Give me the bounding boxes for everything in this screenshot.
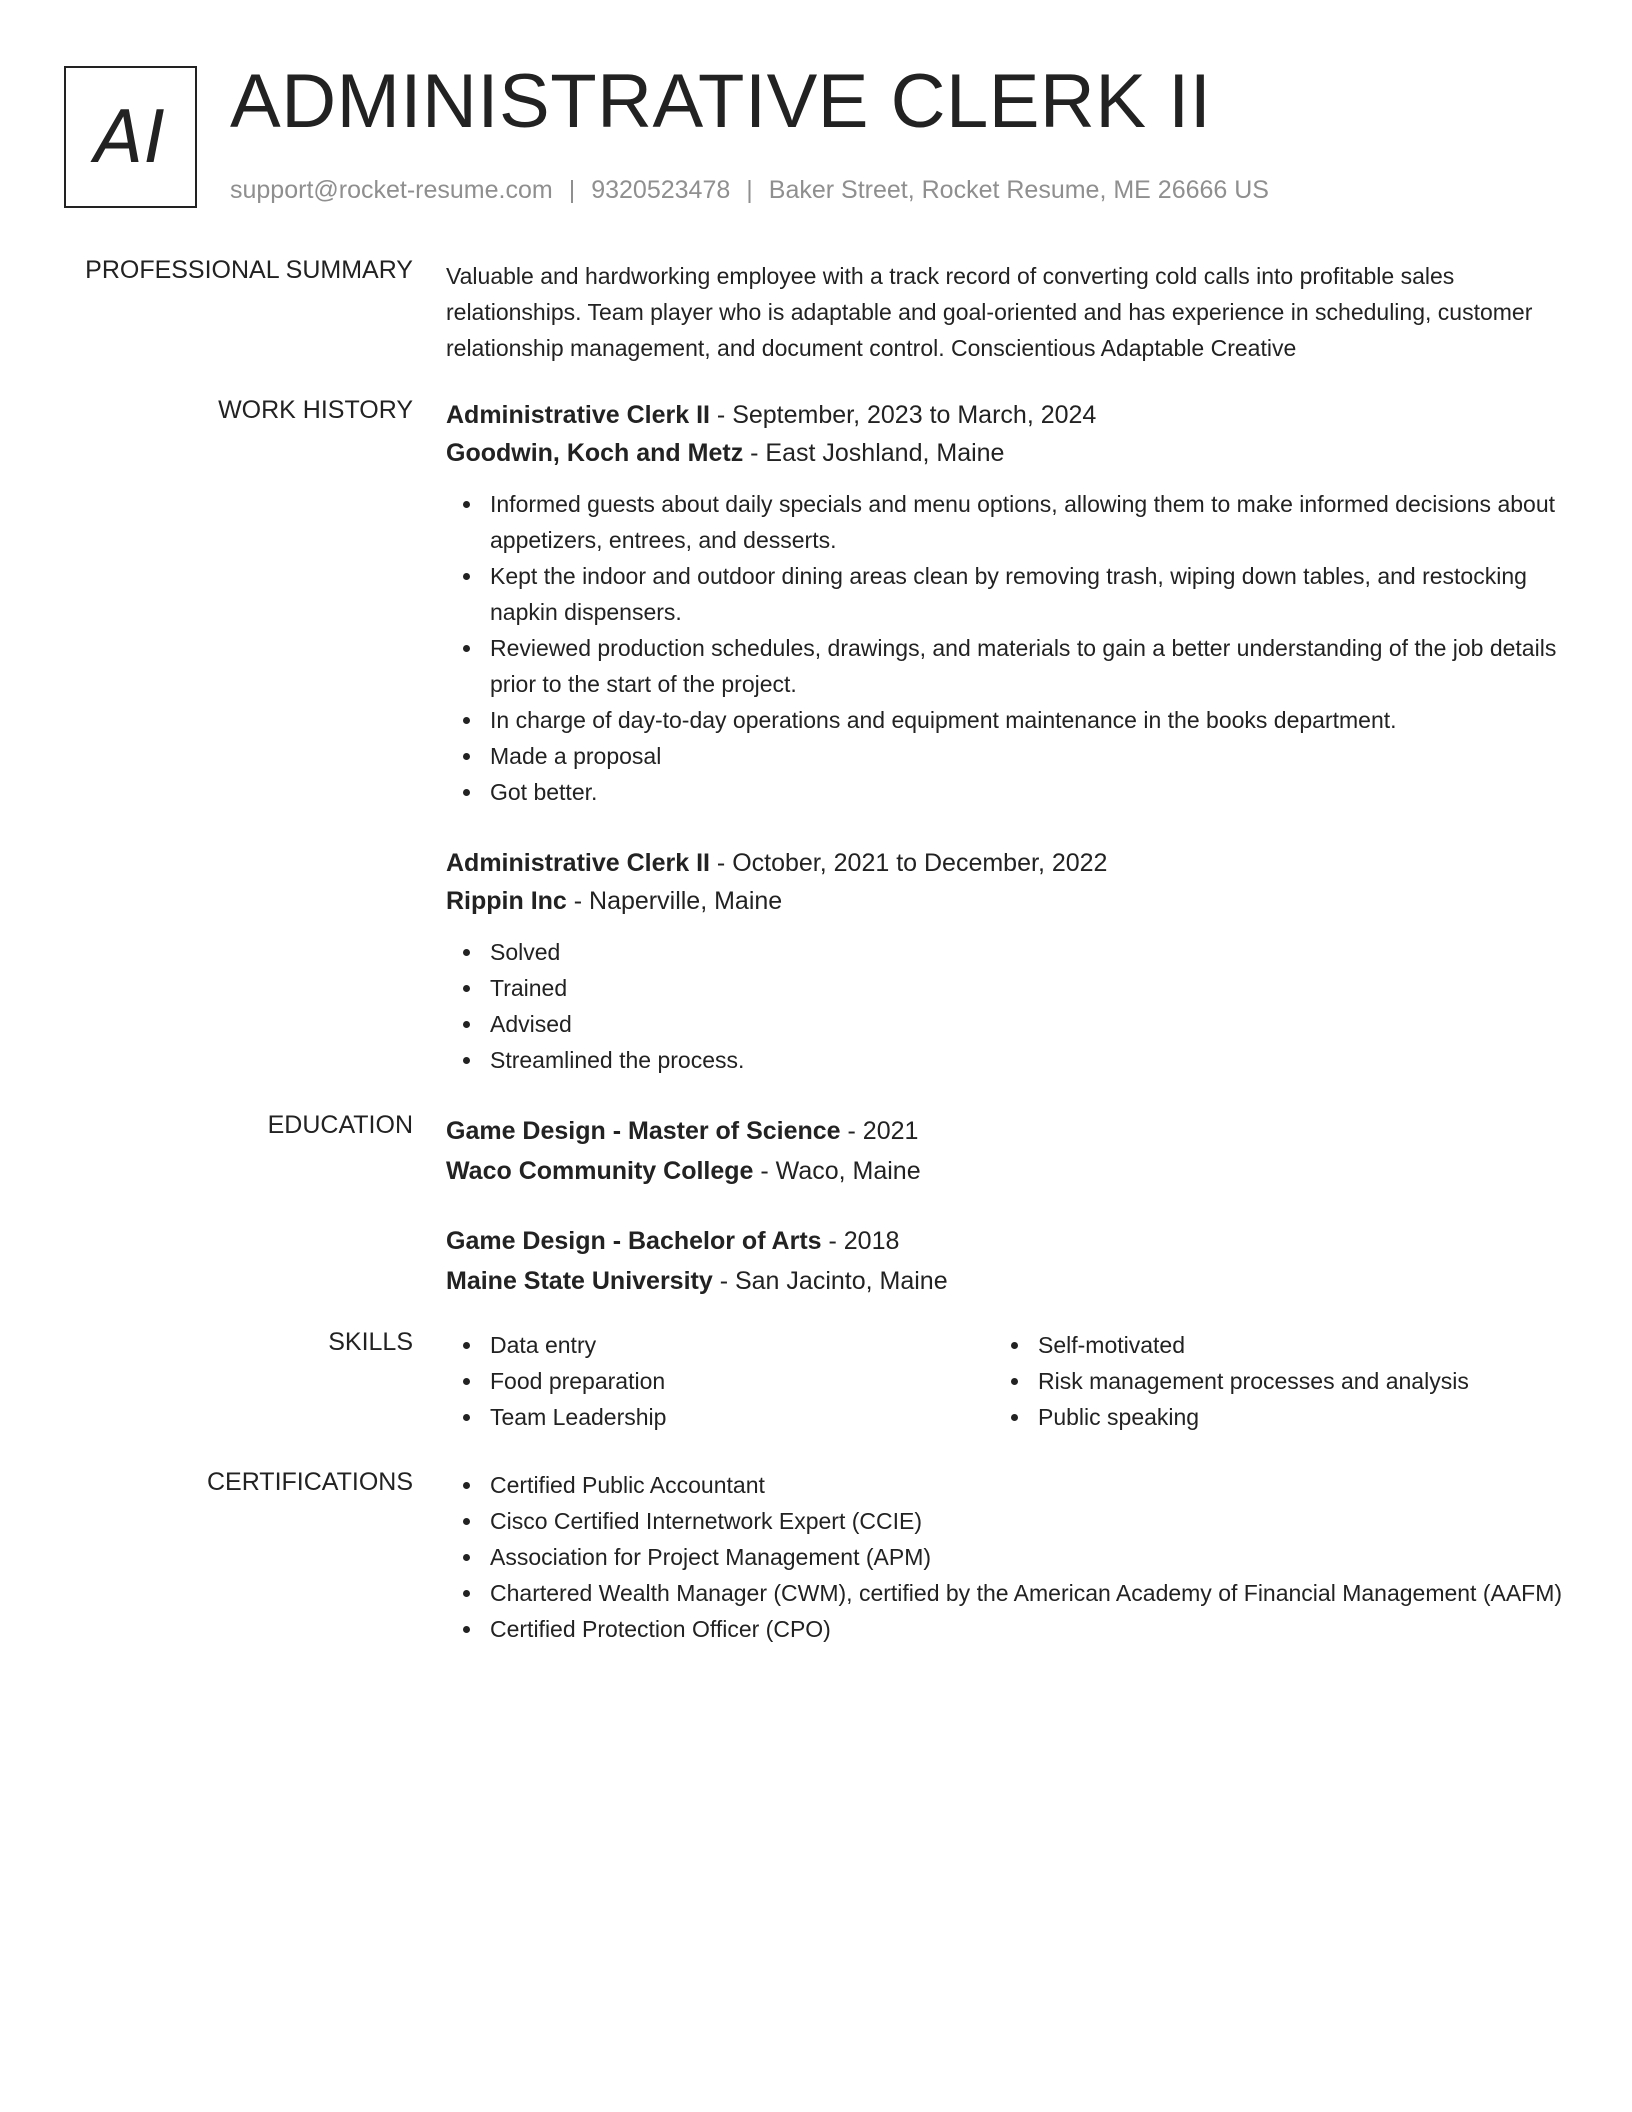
job-company: Goodwin, Koch and Metz — [446, 439, 744, 467]
job-title-line — [446, 396, 1566, 434]
contact-separator: | — [746, 176, 753, 204]
list-item: Certified Protection Officer (CPO) — [446, 1611, 1566, 1647]
list-item: Trained — [446, 970, 1566, 1006]
section-label-certifications: CERTIFICATIONS — [206, 1468, 413, 1496]
list-item: Chartered Wealth Manager (CWM), certified by the American Academy of Financial Management (AAFM) — [446, 1575, 1566, 1611]
list-item: Made a proposal — [446, 738, 1566, 774]
education-school: Waco Community College — [446, 1157, 754, 1185]
education-body — [446, 1111, 1566, 1331]
education-year: - 2021 — [840, 1117, 919, 1145]
education-location: - Waco, Maine — [753, 1157, 921, 1185]
skills-list-left — [446, 1327, 994, 1435]
education-degree: Game Design - Master of Science — [446, 1117, 841, 1145]
job-bullets — [446, 486, 1566, 810]
summary-body — [446, 258, 1566, 366]
education-degree-line — [446, 1221, 1566, 1261]
list-item: Data entry — [446, 1327, 994, 1363]
list-item: Public speaking — [994, 1399, 1542, 1435]
education-entry — [446, 1111, 1566, 1191]
list-item: Solved — [446, 934, 1566, 970]
list-item: Reviewed production schedules, drawings, and materials to gain a better understanding of the job details prior to the start of the project. — [446, 630, 1566, 702]
list-item: Informed guests about daily specials and menu options, allowing them to make informed decisions about appetizers, entrees, and desserts. — [446, 486, 1566, 558]
education-school-line — [446, 1151, 1566, 1191]
summary-text: Valuable and hardworking employee with a track record of converting cold calls into profitable sales relationships. Team player who is adaptable and goal-oriented and has experience in scheduling, customer relationship management, and document control. Conscientious Adaptable Creative — [446, 263, 1533, 361]
job-dates: - September, 2023 to March, 2024 — [709, 401, 1097, 429]
job-company: Rippin Inc — [446, 887, 567, 915]
list-item: Cisco Certified Internetwork Expert (CCIE) — [446, 1503, 1566, 1539]
job-company-line — [446, 434, 1566, 472]
work-history-body — [446, 396, 1566, 1112]
list-item: In charge of day-to-day operations and equipment maintenance in the books department. — [446, 702, 1566, 738]
list-item: Streamlined the process. — [446, 1042, 1566, 1078]
education-year: - 2018 — [821, 1227, 900, 1255]
list-item: Risk management processes and analysis — [994, 1363, 1542, 1399]
list-item: Self-motivated — [994, 1327, 1542, 1363]
list-item: Kept the indoor and outdoor dining areas clean by removing trash, wiping down tables, and restocking napkin dispensers. — [446, 558, 1566, 630]
resume-name: ADMINISTRATIVE CLERK II — [230, 59, 1212, 144]
education-school-line — [446, 1261, 1566, 1301]
skills-grid — [446, 1327, 1566, 1435]
list-item: Advised — [446, 1006, 1566, 1042]
contact-separator: | — [568, 176, 576, 204]
education-school: Maine State University — [446, 1267, 713, 1295]
contact-email: support@rocket-resume.com — [230, 176, 553, 204]
contact-address: Baker Street, Rocket Resume, ME 26666 US — [768, 176, 1269, 204]
job-company-line — [446, 882, 1566, 920]
education-degree-line — [446, 1111, 1566, 1151]
job-dates: - October, 2021 to December, 2022 — [709, 849, 1108, 877]
job-title: Administrative Clerk II — [446, 849, 710, 877]
job-title: Administrative Clerk II — [446, 401, 710, 429]
job-location: - Naperville, Maine — [566, 887, 783, 915]
list-item: Got better. — [446, 774, 1566, 810]
list-item: Certified Public Accountant — [446, 1467, 1566, 1503]
certifications-list — [446, 1467, 1566, 1647]
certifications-body — [446, 1467, 1566, 1647]
section-label-summary: PROFESSIONAL SUMMARY — [85, 256, 413, 284]
job-location: - East Joshland, Maine — [743, 439, 1005, 467]
monogram-initials: AI — [94, 95, 167, 179]
education-location: - San Jacinto, Maine — [712, 1267, 948, 1295]
monogram-box — [64, 66, 197, 208]
skills-list-right — [994, 1327, 1542, 1435]
education-degree: Game Design - Bachelor of Arts — [446, 1227, 822, 1255]
contact-phone: 9320523478 — [591, 176, 731, 204]
section-label-education: EDUCATION — [267, 1111, 413, 1139]
job-bullets — [446, 934, 1566, 1078]
contact-line — [230, 176, 1269, 205]
job-title-line — [446, 844, 1566, 882]
list-item: Team Leadership — [446, 1399, 994, 1435]
section-label-work-history: WORK HISTORY — [218, 396, 413, 424]
list-item: Association for Project Management (APM) — [446, 1539, 1566, 1575]
job-entry — [446, 396, 1566, 810]
section-label-skills: SKILLS — [328, 1328, 413, 1356]
skills-body — [446, 1327, 1566, 1435]
list-item: Food preparation — [446, 1363, 994, 1399]
job-entry — [446, 844, 1566, 1078]
education-entry — [446, 1221, 1566, 1301]
